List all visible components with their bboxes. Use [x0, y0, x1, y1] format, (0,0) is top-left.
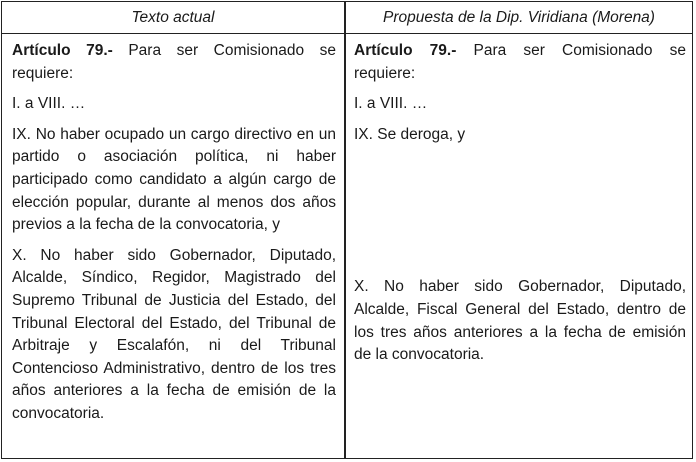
proposal-fraction-x: X. No haber sido Gobernador, Diputado, Alcalde, Fiscal General del Estado, dentro de los tres años anteriores a la fecha de emisión de la convocatoria.: [354, 278, 686, 364]
header-proposal: Propuesta de la Dip. Viridiana (Morena): [383, 9, 655, 26]
proposal-range: I. a VIII. …: [354, 95, 428, 113]
current-article-label: Artículo 79.-: [12, 42, 113, 59]
current-article-text: Para ser Comisionado se requiere:: [12, 42, 336, 82]
proposal-cell: [354, 40, 686, 367]
table-header-row: [2, 2, 692, 34]
current-range: I. a VIII. …: [12, 95, 86, 113]
current-fraction-x: X. No haber sido Gobernador, Diputado, Alcalde, Síndico, Regidor, Magistrado del Supremo Tribunal de Justicia del Estado, del Tribunal Electoral del Estado, del Tribunal de Arbitraje y Escalafón, ni del Tribunal Contencioso Administrativo, dentro de los tres años anteriores a la fecha de emisión de la convocatoria.: [12, 246, 336, 422]
column-divider: [344, 2, 346, 458]
current-article-heading: [12, 40, 336, 85]
proposal-fraction-ix: IX. Se deroga, y: [354, 125, 466, 143]
comparison-table: [1, 1, 693, 459]
current-text-cell: [12, 40, 336, 426]
proposal-article-label: Artículo 79.-: [354, 42, 457, 59]
proposal-article-heading: [354, 40, 686, 85]
proposal-article-text: Para ser Comisionado se requiere:: [354, 42, 686, 82]
header-current-text: Texto actual: [131, 9, 215, 26]
current-fraction-ix: IX. No haber ocupado un cargo directivo en un partido o asociación política, ni haber participado como candidato a algún cargo de elección popular, durante al menos dos años previos a la fecha de la convocatoria, y: [12, 125, 336, 234]
